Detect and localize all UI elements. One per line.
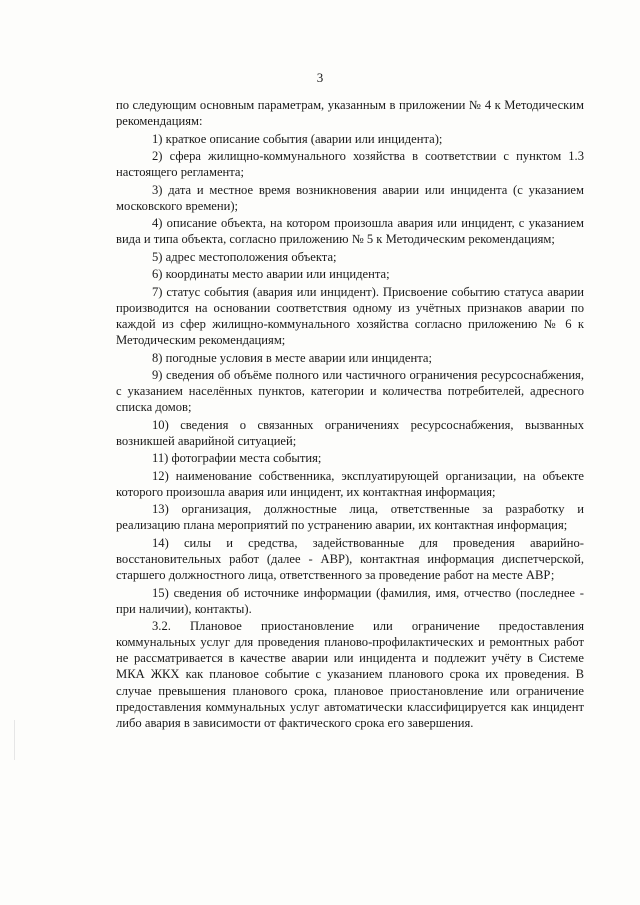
list-item: 5) адрес местоположения объекта; — [152, 249, 337, 264]
list-item: 8) погодные условия в месте аварии или инцидента; — [152, 350, 432, 365]
document-body — [116, 97, 584, 731]
list-item: 4) описание объекта, на котором произошла авария или инцидент, с указанием вида и типа объекта, согласно приложению № 5 к Методическим рекомендациям; — [116, 216, 584, 247]
list-item: 9) сведения об объёме полного или частичного ограничения ресурсоснабжения, с указанием населённых пунктов, категории и количества потребителей, адресного списка домов; — [116, 368, 584, 415]
list-item: 10) сведения о связанных ограничениях ресурсоснабжения, вызванных возникшей аварийной ситуацией; — [116, 417, 584, 448]
list-item: 12) наименование собственника, эксплуатирующей организации, на объекте которого произошла авария или инцидент, их контактная информация; — [116, 468, 584, 499]
paragraph: по следующим основным параметрам, указанным в приложении № 4 к Методическим рекомендациям: — [116, 98, 584, 129]
list-item: 13) организация, должностные лица, ответственные за разработку и реализацию плана мероприятий по устранению аварии, их контактная информация; — [116, 502, 584, 533]
list-item: 11) фотографии места события; — [152, 451, 322, 466]
list-item: 14) силы и средства, задействованные для проведения аварийно-восстановительных работ (далее - АВР), контактная информация диспетчерской, старшего должностного лица, ответственного за проведение работ на месте АВР; — [116, 535, 584, 583]
section-paragraph: 3.2. Плановое приостановление или ограничение предоставления коммунальных услуг для проведения планово-профилактических и ремонтных работ не рассматривается в качестве аварии или инцидента и подлежит учёту в Системе МКА ЖКХ как плановое событие с указанием планового срока их проведения. В случае превышения планового срока, плановое приостановление или ограничение предоставления коммунальных услуг автоматически классифицируется как инцидент либо авария в зависимости от фактического срока его завершения. — [116, 619, 584, 730]
list-item: 2) сфера жилищно-коммунального хозяйства в соответствии с пунктом 1.3 настоящего регламента; — [116, 149, 584, 180]
list-item: 7) статус события (авария или инцидент). Присвоение событию статуса аварии производится на основании соответствия одному из учётных признаков аварии по каждой из сфер жилищно-коммунального хозяйства согласно приложению № 6 к Методическим рекомендациям; — [116, 284, 584, 348]
list-item: 15) сведения об источнике информации (фамилия, имя, отчество (последнее - при наличии), контакты). — [116, 585, 584, 616]
scan-artifact — [14, 720, 15, 760]
list-item: 6) координаты место аварии или инцидента; — [152, 267, 390, 282]
page-number: 3 — [316, 70, 324, 85]
list-item: 3) дата и местное время возникновения аварии или инцидента (с указанием московского времени); — [116, 182, 584, 213]
list-item: 1) краткое описание события (аварии или инцидента); — [152, 131, 443, 146]
